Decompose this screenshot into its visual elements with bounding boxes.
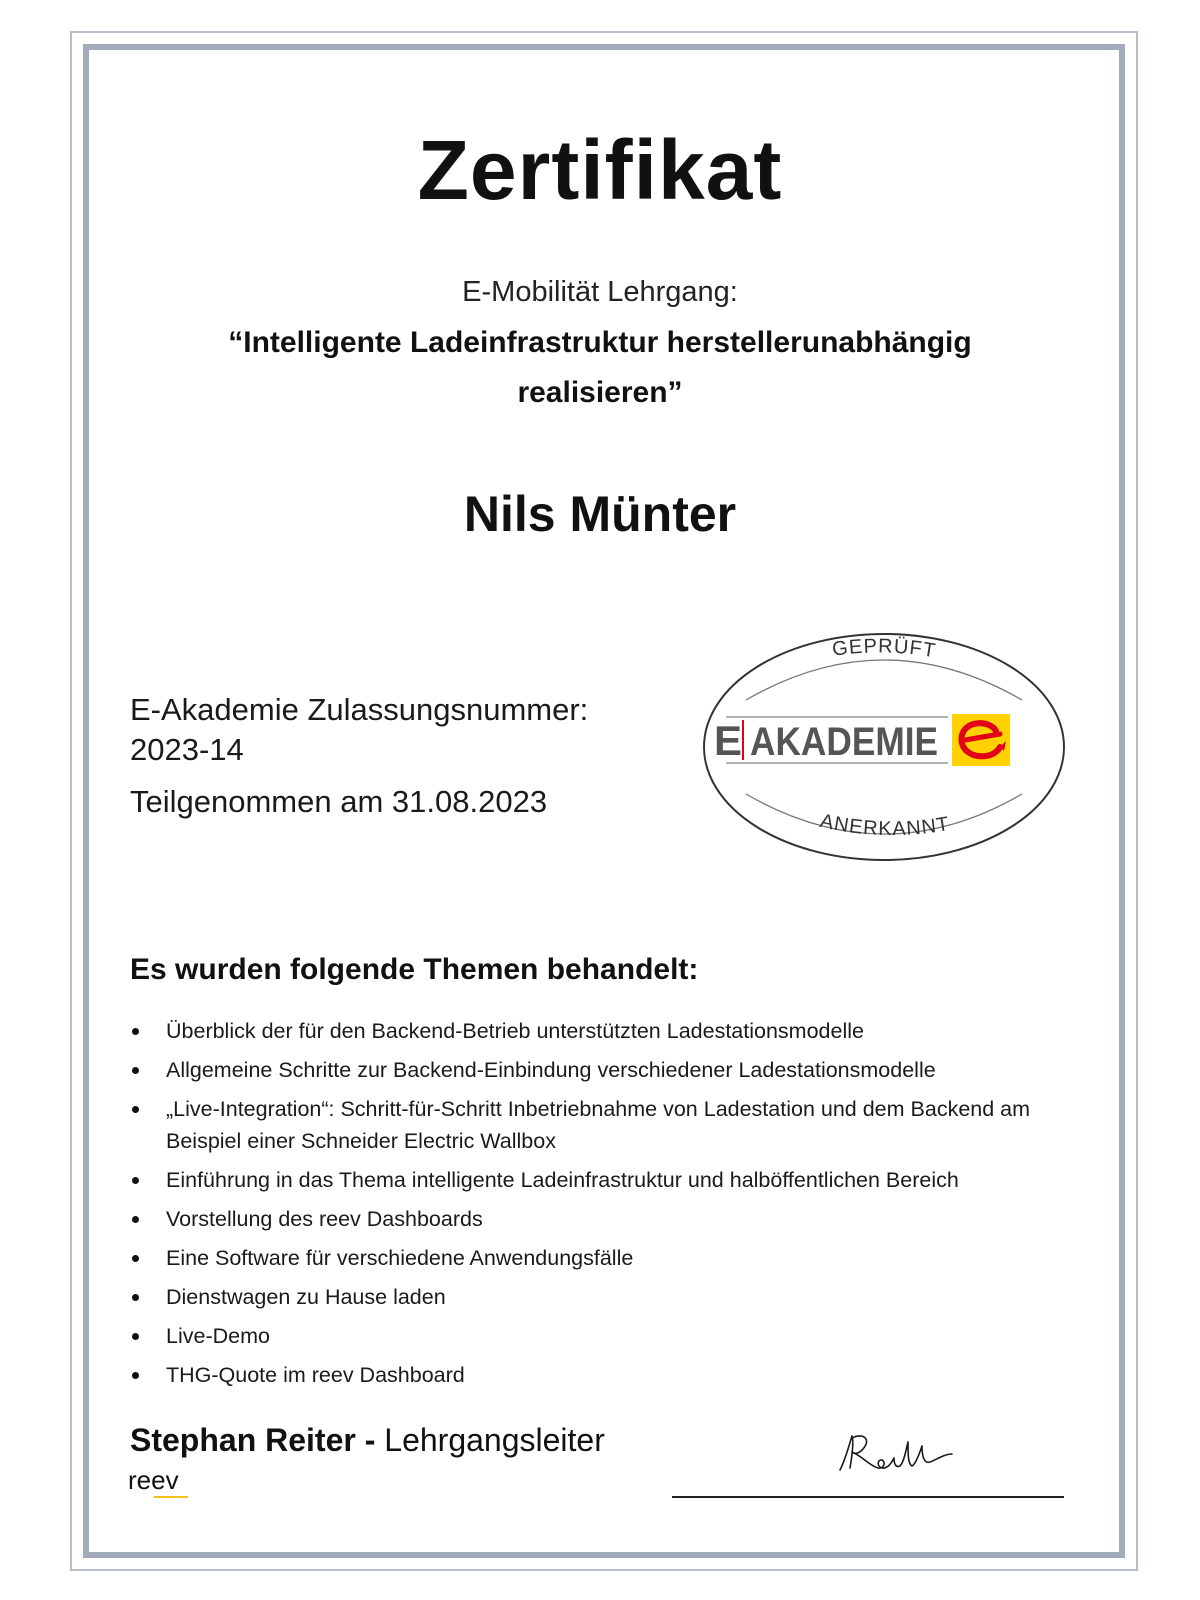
list-item: Einführung in das Thema intelligente Ladeinfrastruktur und halböffentlichen Bereich [130,1164,1090,1196]
seal-top-text: GEPRÜFT [830,635,938,663]
signer-separator: - [364,1422,376,1458]
approval-number: 2023-14 [130,732,244,767]
signature [836,1428,956,1478]
course-title: “Intelligente Ladeinfrastruktur herstellerunabhängig realisieren” [228,326,972,409]
approval-label: E-Akademie Zulassungsnummer: [130,692,589,727]
topics-list [130,1015,1090,1398]
certificate-title: Zertifikat [417,123,783,217]
list-item: Live-Demo [130,1320,1090,1352]
topics-heading: Es wurden folgende Themen behandelt: [130,953,699,986]
participant-name: Nils Münter [463,486,737,542]
company-logo-accent [154,1496,188,1498]
certificate-subtitle: E-Mobilität Lehrgang: [462,276,738,308]
list-item: THG-Quote im reev Dashboard [130,1359,1090,1391]
list-item: „Live-Integration“: Schritt-für-Schritt Inbetriebnahme von Ladestation und dem Backend am Beispiel einer Schneider Electric Wallbox [130,1093,1090,1157]
attendance-label: Teilgenommen am [130,784,384,819]
attendance-date: 31.08.2023 [391,784,548,819]
list-item: Überblick der für den Backend-Betrieb unterstützten Ladestationsmodelle [130,1015,1090,1047]
seal-logo-letter: E [714,717,743,764]
signature-line [672,1496,1064,1498]
list-item: Allgemeine Schritte zur Backend-Einbindung verschiedener Ladestationsmodelle [130,1054,1090,1086]
e-akademie-seal [700,630,1068,864]
signer-name: Stephan Reiter [130,1422,356,1458]
e-mark-icon [952,714,1010,766]
attendance-line [130,782,588,822]
list-item: Eine Software für verschiedene Anwendungsfälle [130,1242,1090,1274]
signer-role: Lehrgangsleiter [384,1422,605,1458]
signer-line [130,1420,605,1460]
certificate-details [130,690,588,822]
seal-bottom-text: ANERKANNT [818,809,952,841]
list-item: Dienstwagen zu Hause laden [130,1281,1090,1313]
seal-logo-text: AKADEMIE [750,720,938,764]
company-logo: reev [128,1465,179,1495]
list-item: Vorstellung des reev Dashboards [130,1203,1090,1235]
